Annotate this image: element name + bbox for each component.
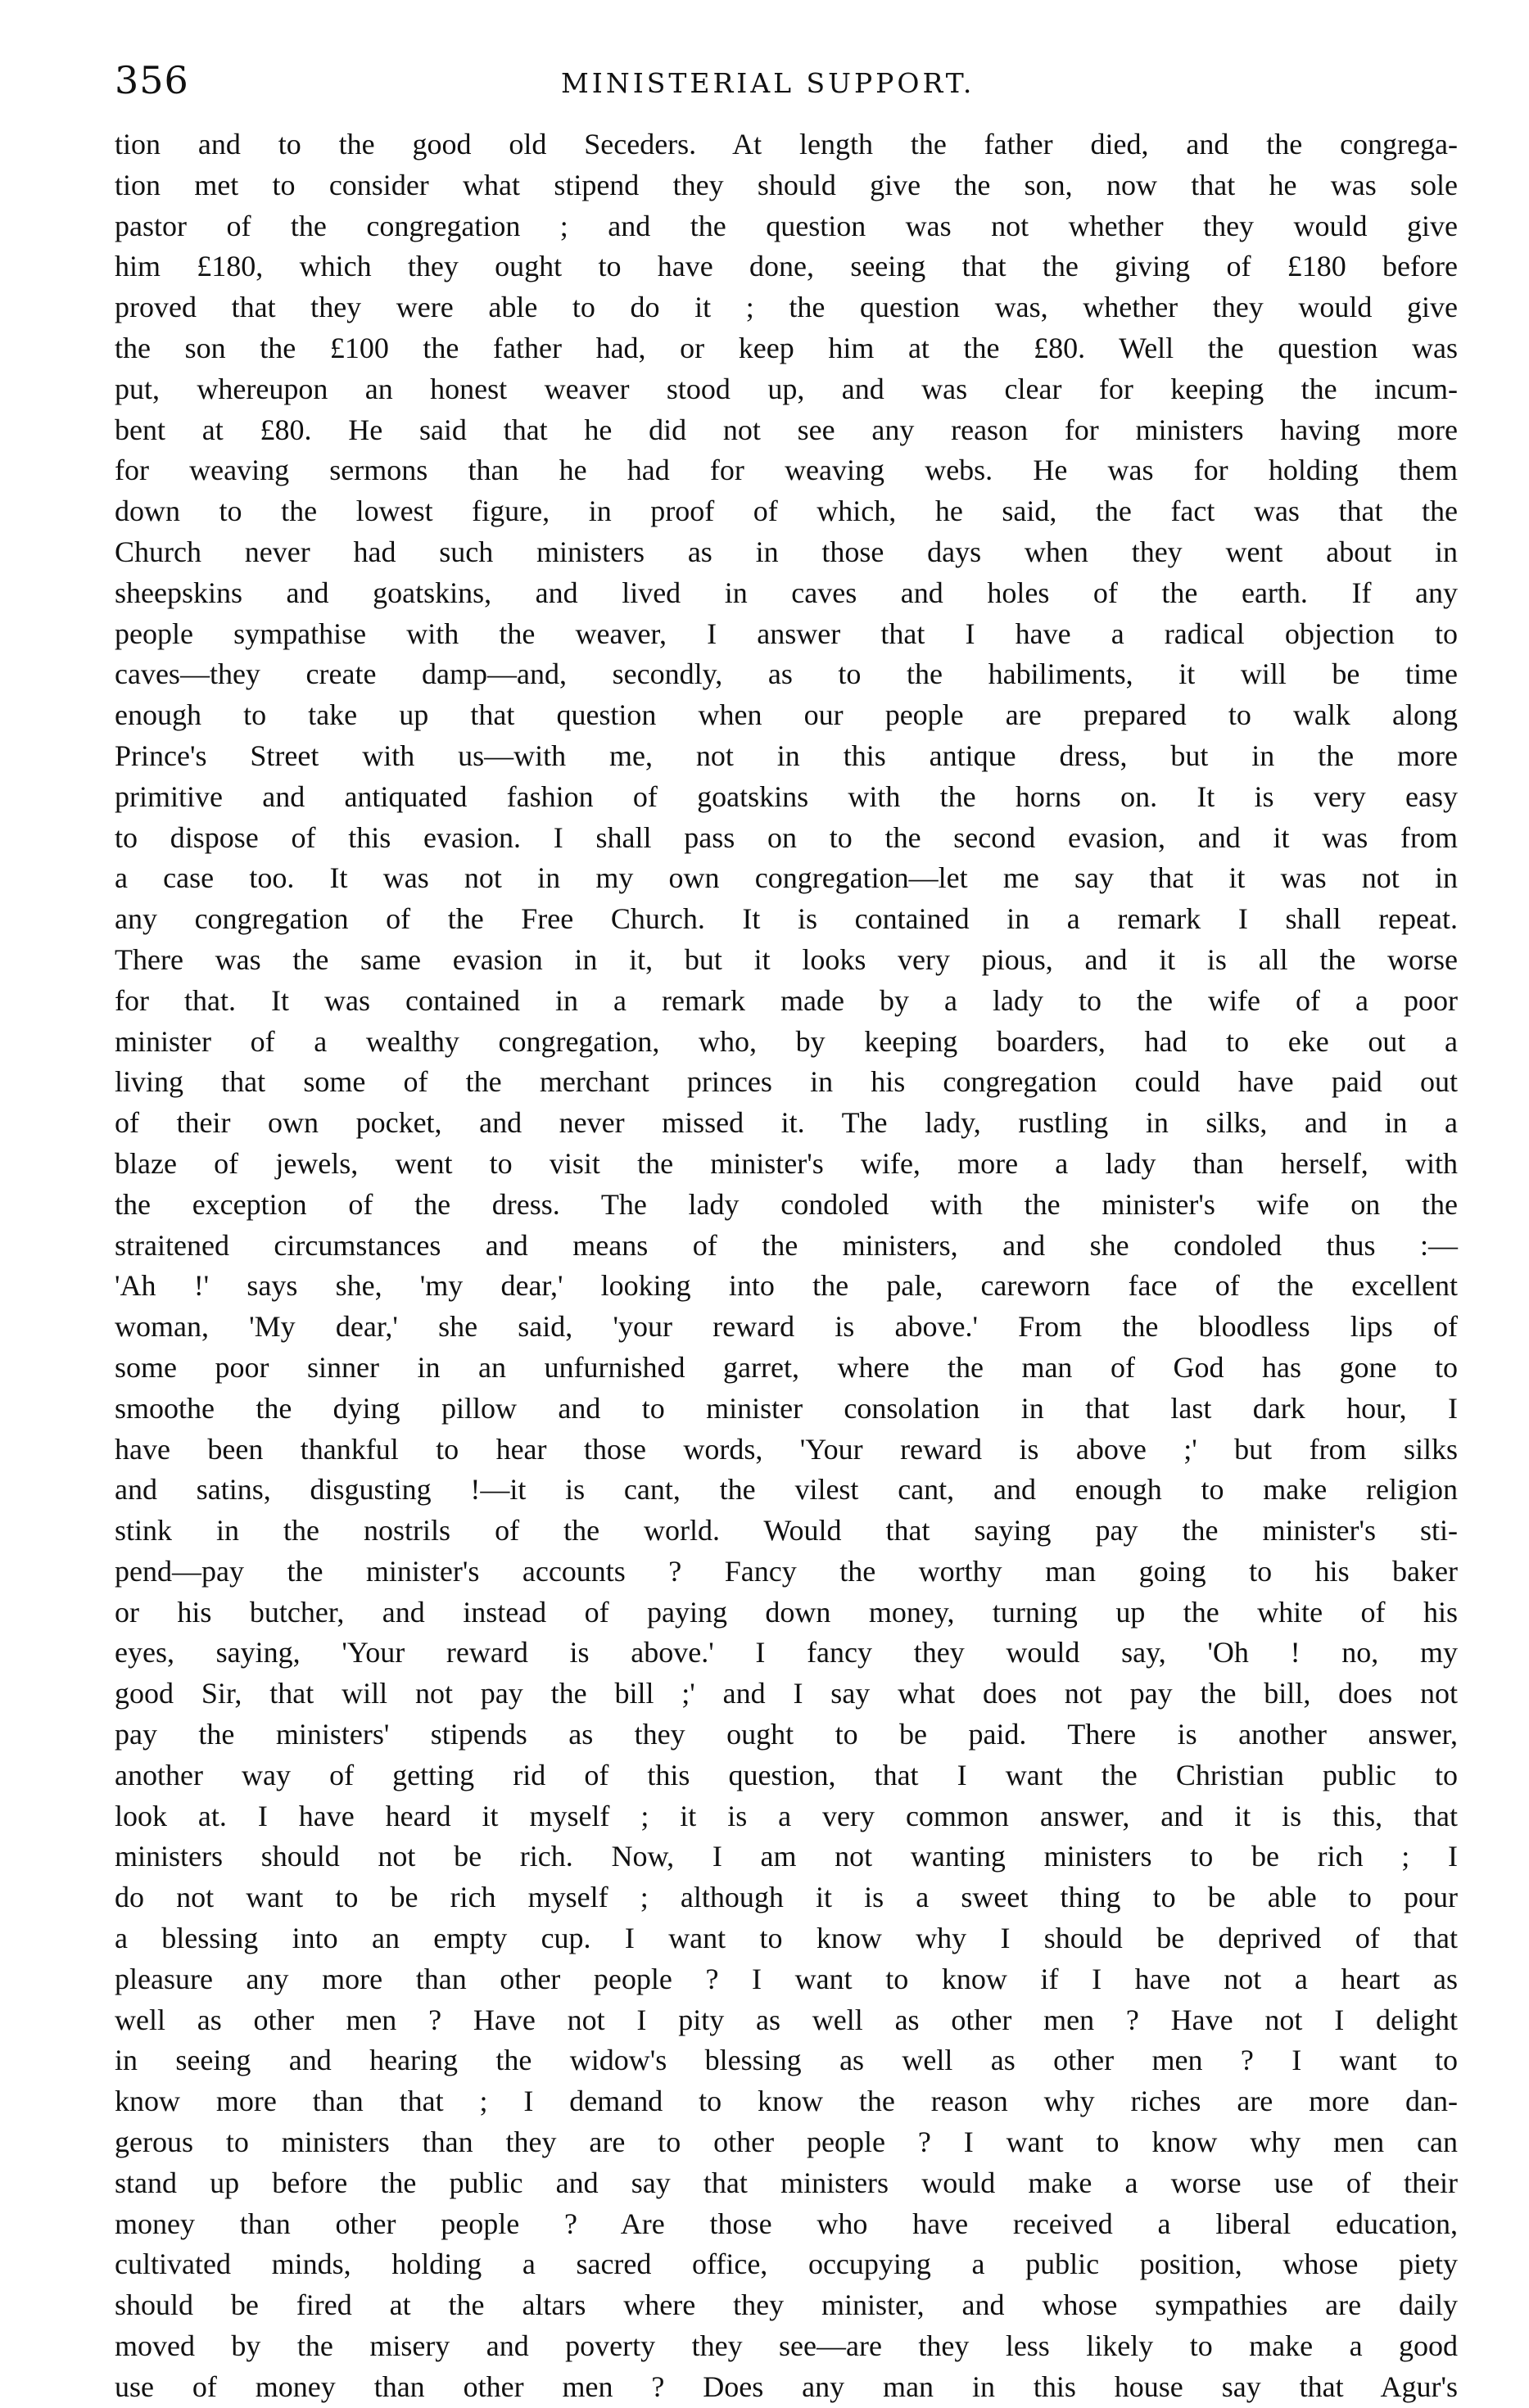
text-line: living that some of the merchant princes in his congregation could have paid out	[115, 1065, 1458, 1099]
text-line: eyes, saying, 'Your reward is above.' I fancy they would say, 'Oh ! no, my	[115, 1636, 1458, 1669]
text-line: and satins, disgusting !—it is cant, the vilest cant, and enough to make religion	[115, 1473, 1458, 1507]
text-line: moved by the misery and poverty they see—are they less likely to make a good	[115, 2329, 1458, 2363]
text-line: primitive and antiquated fashion of goatskins with the horns on. It is very easy	[115, 779, 1458, 813]
text-line: sheepskins and goatskins, and lived in caves and holes of the earth. If any	[115, 576, 1458, 609]
text-line: use of money than other men ? Does any man in this house say that Agur's	[115, 2370, 1458, 2403]
text-line: caves—they create damp—and, secondly, as to the habiliments, it will be time	[115, 657, 1458, 691]
text-line: blaze of jewels, went to visit the minister's wife, more a lady than herself, with	[115, 1146, 1458, 1180]
text-line: the exception of the dress. The lady condoled with the minister's wife on the	[115, 1187, 1458, 1221]
text-line: do not want to be rich myself ; although it is a sweet thing to be able to pour	[115, 1881, 1458, 1914]
text-line: some poor sinner in an unfurnished garret, where the man of God has gone to	[115, 1350, 1458, 1384]
text-line: well as other men ? Have not I pity as well as other men ? Have not I delight	[115, 2003, 1458, 2036]
text-line: have been thankful to hear those words, 'Your reward is above ;' but from silks	[115, 1432, 1458, 1466]
text-line: money than other people ? Are those who have received a liberal education,	[115, 2207, 1458, 2240]
text-line: know more than that ; I demand to know the reason why riches are more dan-	[115, 2085, 1458, 2118]
text-line: stand up before the public and say that ministers would make a worse use of their	[115, 2166, 1458, 2199]
text-line: gerous to ministers than they are to other people ? I want to know why men can	[115, 2126, 1458, 2159]
text-line: in seeing and hearing the widow's blessing as well as other men ? I want to	[115, 2044, 1458, 2077]
text-line: pleasure any more than other people ? I want to know if I have not a heart as	[115, 1962, 1458, 1995]
text-line: tion met to consider what stipend they should give the son, now that he was sole	[115, 168, 1458, 201]
text-line: or his butcher, and instead of paying down money, turning up the white of his	[115, 1595, 1458, 1629]
text-line: good Sir, that will not pay the bill ;' and I say what does not pay the bill, does not	[115, 1677, 1458, 1710]
book-page	[115, 59, 1458, 2408]
text-line: for that. It was contained in a remark made by a lady to the wife of a poor	[115, 983, 1458, 1017]
text-line: pay the ministers' stipends as they ought to be paid. There is another answer,	[115, 1718, 1458, 1751]
text-line: minister of a wealthy congregation, who, by keeping boarders, had to eke out a	[115, 1024, 1458, 1058]
text-line: another way of getting rid of this question, that I want the Christian public to	[115, 1758, 1458, 1791]
text-line: enough to take up that question when our people are prepared to walk along	[115, 698, 1458, 732]
text-line: people sympathise with the weaver, I answer that I have a radical objection to	[115, 617, 1458, 650]
text-line: any congregation of the Free Church. It is contained in a remark I shall repeat.	[115, 902, 1458, 936]
text-line: put, whereupon an honest weaver stood up, and was clear for keeping the incum-	[115, 372, 1458, 405]
text-line: pend—pay the minister's accounts ? Fancy the worthy man going to his baker	[115, 1554, 1458, 1588]
running-head	[115, 59, 1458, 116]
text-line: should be fired at the altars where they minister, and whose sympathies are daily	[115, 2288, 1458, 2322]
text-line: straitened circumstances and means of the ministers, and she condoled thus :—	[115, 1228, 1458, 1262]
running-title: MINISTERIAL SUPPORT.	[561, 67, 975, 99]
page-number: 356	[115, 58, 189, 102]
text-line: of their own pocket, and never missed it. The lady, rustling in silks, and in a	[115, 1106, 1458, 1140]
text-line: 'Ah !' says she, 'my dear,' looking into the pale, careworn face of the excellent	[115, 1269, 1458, 1303]
text-line: down to the lowest figure, in proof of which, he said, the fact was that the	[115, 495, 1458, 528]
text-line: bent at £80. He said that he did not see any reason for ministers having more	[115, 413, 1458, 446]
text-line: a blessing into an empty cup. I want to know why I should be deprived of that	[115, 1922, 1458, 1955]
text-line: pastor of the congregation ; and the question was not whether they would give	[115, 209, 1458, 242]
text-line: him £180, which they ought to have done, seeing that the giving of £180 before	[115, 250, 1458, 283]
text-line: There was the same evasion in it, but it looks very pious, and it is all the worse	[115, 942, 1458, 976]
text-line: look at. I have heard it myself ; it is a very common answer, and it is this, that	[115, 1799, 1458, 1832]
text-line: Church never had such ministers as in those days when they went about in	[115, 535, 1458, 568]
body-text	[115, 124, 1458, 2408]
text-line: to dispose of this evasion. I shall pass on to the second evasion, and it was from	[115, 820, 1458, 854]
text-line: the son the £100 the father had, or keep him at the £80. Well the question was	[115, 331, 1458, 364]
text-line: for weaving sermons than he had for weaving webs. He was for holding them	[115, 454, 1458, 487]
text-line: tion and to the good old Seceders. At length the father died, and the congrega-	[115, 128, 1458, 160]
text-line: smoothe the dying pillow and to minister consolation in that last dark hour, I	[115, 1391, 1458, 1425]
text-line: a case too. It was not in my own congregation—let me say that it was not in	[115, 861, 1458, 895]
text-line: cultivated minds, holding a sacred office, occupying a public position, whose piety	[115, 2248, 1458, 2281]
text-line: ministers should not be rich. Now, I am not wanting ministers to be rich ; I	[115, 1840, 1458, 1873]
text-line: stink in the nostrils of the world. Would that saying pay the minister's sti-	[115, 1514, 1458, 1547]
text-line: woman, 'My dear,' she said, 'your reward is above.' From the bloodless lips of	[115, 1310, 1458, 1344]
text-line: proved that they were able to do it ; the question was, whether they would give	[115, 291, 1458, 324]
text-line: Prince's Street with us—with me, not in this antique dress, but in the more	[115, 739, 1458, 772]
